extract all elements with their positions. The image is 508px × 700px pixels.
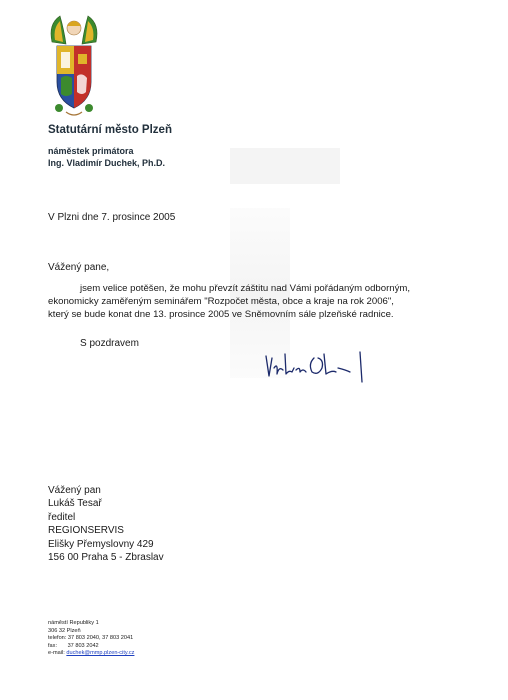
scan-artifact	[230, 148, 340, 184]
fax-value: 37 803 2042	[67, 642, 99, 649]
footer-fax	[48, 643, 134, 651]
recipient-address	[48, 484, 164, 564]
body-line: který se bude konat dne 13. prosince 2005 ve Sněmovním sále plzeňské radnice.	[48, 309, 394, 320]
body-line: ekonomicky zaměřeným seminářem "Rozpočet města, obce a kraje na rok 2006",	[48, 296, 394, 307]
place-and-date: V Plzni dne 7. prosince 2005	[48, 212, 176, 223]
footer-address-line: 306 32 Plzeň	[48, 627, 81, 634]
recipient-line: Lukáš Tesař	[48, 498, 102, 510]
sender-title: náměstek primátora	[48, 146, 134, 156]
recipient-line: 156 00 Praha 5 - Zbraslav	[48, 552, 164, 564]
body-line: jsem velice potěšen, že mohu převzít záštitu nad Vámi pořádaným odborným,	[80, 283, 411, 294]
recipient-line: Vážený pan	[48, 485, 101, 496]
phone-label: telefon:	[48, 635, 67, 642]
city-coat-of-arms-logo	[46, 12, 102, 120]
recipient-line: REGIONSERVIS	[48, 525, 124, 537]
sender-name: Ing. Vladimír Duchek, Ph.D.	[48, 158, 166, 168]
email-label: e-mail:	[48, 650, 65, 657]
fax-label: fax:	[48, 642, 58, 649]
closing: S pozdravem	[80, 338, 139, 349]
email-link[interactable]: duchek@mmp.plzen-city.cz	[66, 650, 135, 657]
recipient-line: Elišky Přemyslovny 429	[48, 538, 154, 550]
letter-body	[48, 282, 448, 321]
footer-contact	[48, 620, 134, 658]
sender-organization: Statutární město Plzeň	[48, 124, 172, 136]
footer-email	[48, 650, 134, 658]
salutation: Vážený pane,	[48, 262, 110, 273]
footer-address-line: náměstí Republiky 1	[48, 620, 99, 626]
phone-value: 37 803 2040, 37 803 2041	[67, 635, 134, 642]
footer-phone	[48, 635, 134, 643]
recipient-line: ředitel	[48, 511, 76, 523]
handwritten-signature	[262, 346, 372, 388]
